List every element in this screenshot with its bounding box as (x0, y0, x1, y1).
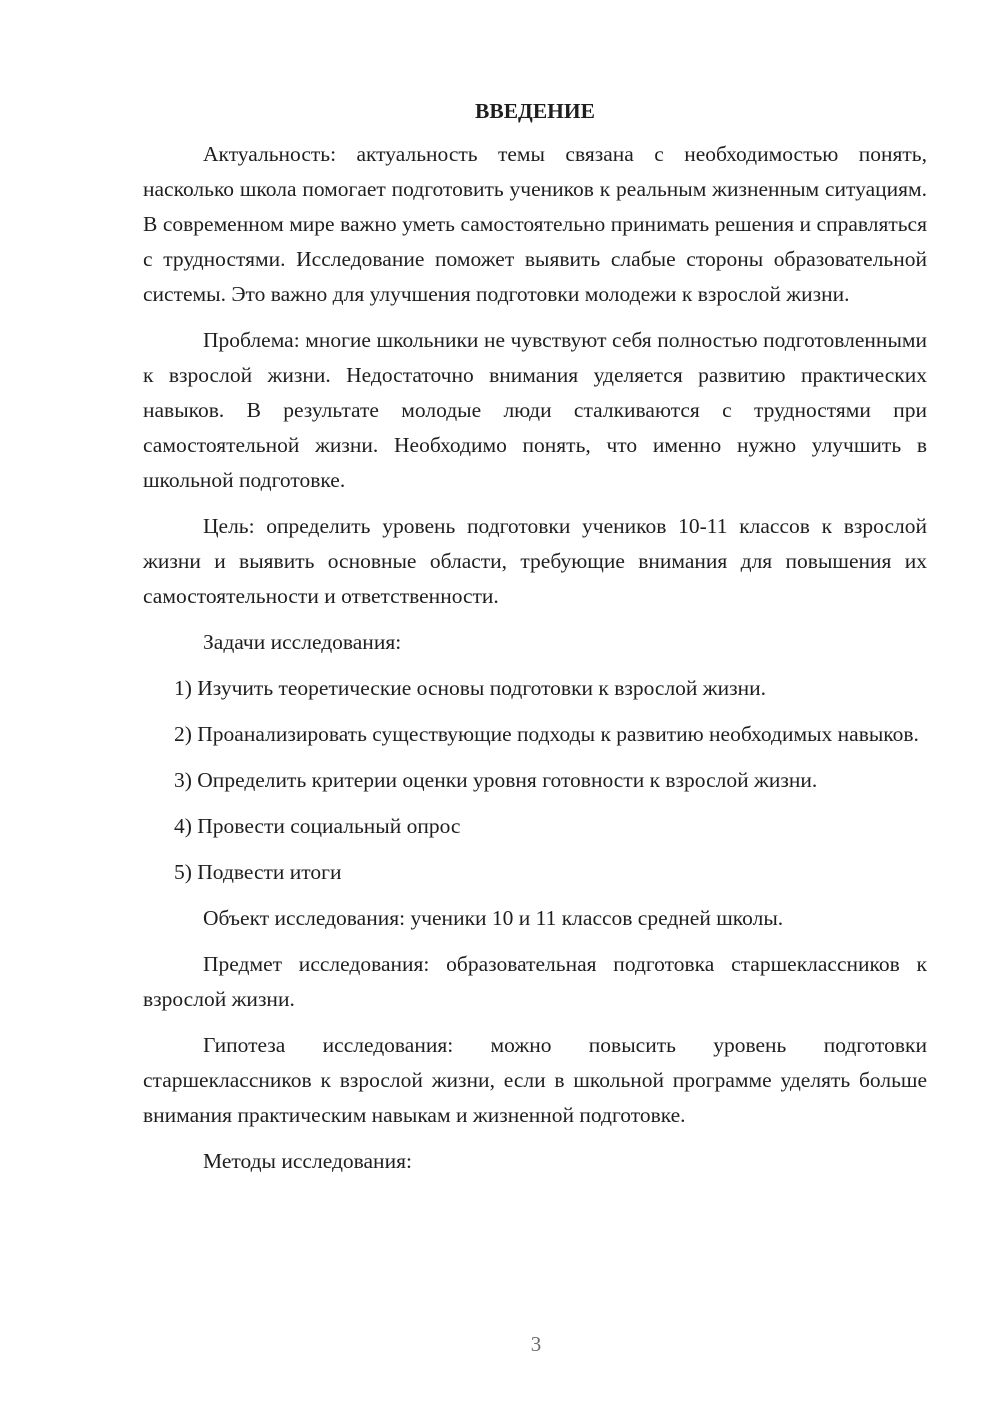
task-item-5: 5) Подвести итоги (174, 860, 342, 884)
document-page (143, 96, 927, 1190)
methods-heading: Методы исследования: (203, 1149, 412, 1173)
relevance-paragraph: Актуальность: актуальность темы связана с необходимостью понять, насколько школа помогает подготовить учеников к реальным жизненным ситуациям. В современном мире важно уметь самостоятельно принимать решения и справляться с трудностями. Исследование поможет выявить слабые стороны образовательной системы. Это важно для улучшения подготовки молодежи к взрослой жизни. (143, 142, 927, 306)
hypothesis-paragraph: Гипотеза исследования: можно повысить уровень подготовки старшеклассников к взрослой жизни, если в школьной программе уделять больше внимания практическим навыкам и жизненной подготовке. (143, 1033, 927, 1127)
tasks-heading: Задачи исследования: (203, 630, 402, 654)
task-item-4: 4) Провести социальный опрос (174, 814, 461, 838)
subject-paragraph: Предмет исследования: образовательная подготовка старшеклассников к взрослой жизни. (143, 952, 927, 1011)
page-title: ВВЕДЕНИЕ (475, 99, 595, 123)
task-item-3: 3) Определить критерии оценки уровня готовности к взрослой жизни. (174, 768, 818, 792)
task-item-2: 2) Проанализировать существующие подходы к развитию необходимых навыков. (174, 722, 919, 746)
problem-paragraph: Проблема: многие школьники не чувствуют себя полностью подготовленными к взрослой жизни. Недостаточно внимания уделяется развитию практических навыков. В результате молодые люди сталкиваются с трудностями при самостоятельной жизни. Необходимо понять, что именно нужно улучшить в школьной подготовке. (143, 328, 927, 492)
task-item-1: 1) Изучить теоретические основы подготовки к взрослой жизни. (174, 676, 767, 700)
page-number: 3 (530, 1332, 542, 1356)
goal-paragraph: Цель: определить уровень подготовки учеников 10-11 классов к взрослой жизни и выявить основные области, требующие внимания для повышения их самостоятельности и ответственности. (143, 514, 927, 608)
object-paragraph: Объект исследования: ученики 10 и 11 классов средней школы. (203, 906, 784, 930)
